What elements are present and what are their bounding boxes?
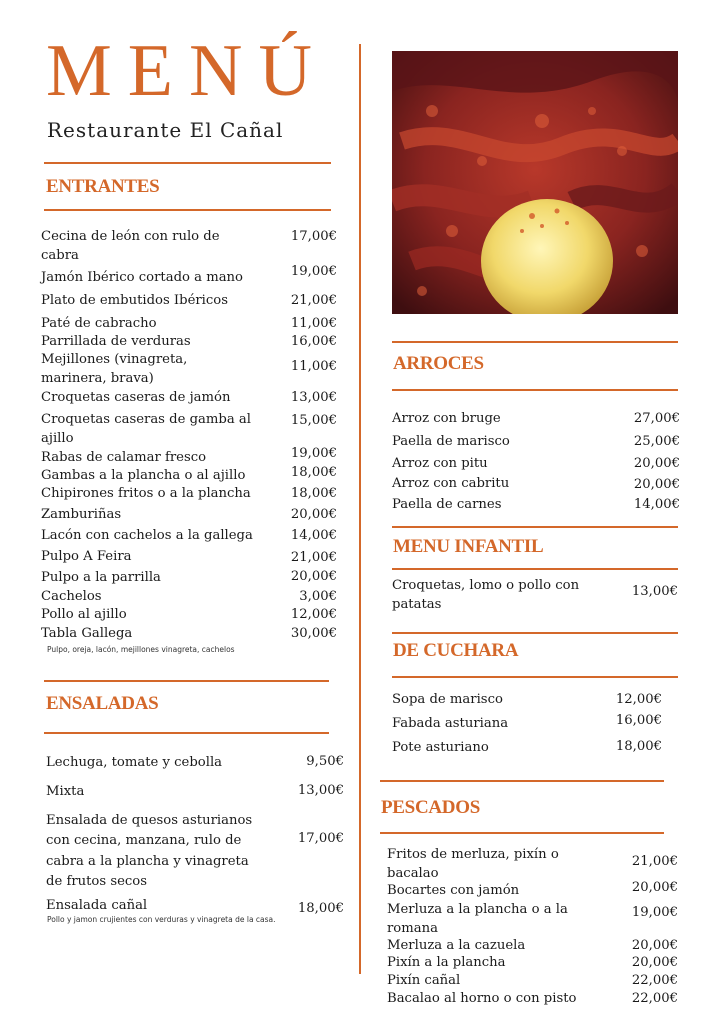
restaurant-name: Restaurante El Cañal [47, 118, 284, 142]
menu-item-name: Lechuga, tomate y cebolla [46, 755, 223, 770]
column-divider [359, 44, 361, 974]
menu-item-name: Zamburiñas [41, 507, 122, 522]
menu-item-name: Tabla Gallega [41, 626, 133, 641]
menu-item-price: 19,00€ [631, 905, 678, 920]
menu-item-name: Fabada asturiana [392, 716, 509, 731]
divider [44, 732, 329, 734]
menu-item-price: 21,00€ [631, 854, 678, 869]
menu-item-price: 22,00€ [631, 973, 678, 988]
menu-item-name: Bacalao al horno o con pisto [387, 991, 577, 1006]
divider [392, 389, 678, 391]
menu-item-name: Pixín a la plancha [387, 955, 506, 970]
divider [392, 341, 678, 343]
menu-item-price: 15,00€ [290, 413, 337, 428]
menu-item-name: Merluza a la plancha o a la romana [387, 902, 568, 936]
menu-item-price: 18,00€ [297, 901, 344, 916]
menu-item-price: 19,00€ [290, 264, 337, 279]
menu-item-price: 12,00€ [290, 607, 337, 622]
menu-item-price: 20,00€ [290, 569, 337, 584]
menu-item-price: 13,00€ [290, 390, 337, 405]
divider [44, 162, 331, 164]
menu-item-name: Croquetas caseras de jamón [41, 390, 231, 405]
menu-item-price: 25,00€ [633, 434, 680, 449]
menu-item-price: 12,00€ [615, 692, 662, 707]
menu-item-name: Paella de carnes [392, 497, 502, 512]
menu-item-name: Mejillones (vinagreta, marinera, brava) [41, 352, 188, 386]
menu-item-price: 19,00€ [290, 446, 337, 461]
section-heading-entrantes: ENTRANTES [46, 176, 160, 197]
menu-item-name: Pollo al ajillo [41, 607, 127, 622]
menu-item-name: Bocartes con jamón [387, 883, 520, 898]
menu-item-price: 11,00€ [290, 359, 337, 374]
divider [44, 680, 329, 682]
menu-item-name: Parrillada de verduras [41, 334, 191, 349]
item-note: Pulpo, oreja, lacón, mejillones vinagreta, cachelos [47, 645, 235, 654]
divider [380, 780, 664, 782]
menu-item-name: Paté de cabracho [41, 316, 157, 331]
divider [44, 209, 331, 211]
menu-item-name: Croquetas caseras de gamba al ajillo [41, 412, 251, 446]
menu-item-name: Arroz con cabritu [392, 476, 510, 491]
menu-item-name: Arroz con bruge [392, 411, 501, 426]
menu-item-name: Arroz con pitu [392, 456, 488, 471]
menu-item-name: Pote asturiano [392, 740, 489, 755]
menu-item-price: 17,00€ [297, 831, 344, 846]
menu-item-price: 20,00€ [631, 955, 678, 970]
menu-item-price: 21,00€ [290, 550, 337, 565]
menu-item-price: 20,00€ [631, 880, 678, 895]
menu-item-name: Cachelos [41, 589, 102, 604]
menu-item-price: 30,00€ [290, 626, 337, 641]
divider [392, 526, 678, 528]
menu-item-price: 18,00€ [615, 739, 662, 754]
menu-item-name: Ensalada de quesos asturianos con cecina, manzana, rulo de cabra a la plancha y vinagreta de frutos secos [46, 813, 253, 889]
section-heading-menu-infantil: MENU INFANTIL [393, 536, 544, 557]
menu-item-price: 13,00€ [631, 584, 678, 599]
menu-item-name: Lacón con cachelos a la gallega [41, 528, 253, 543]
pulpo-a-feira-photo [392, 51, 678, 314]
menu-item-name: Gambas a la plancha o al ajillo [41, 468, 246, 483]
menu-item-price: 11,00€ [290, 316, 337, 331]
menu-item-price: 14,00€ [290, 528, 337, 543]
menu-item-price: 3,00€ [299, 589, 337, 604]
menu-item-name: Pulpo A Feira [41, 549, 132, 564]
menu-item-name: Fritos de merluza, pixín o bacalao [387, 847, 559, 881]
menu-item-name: Croquetas, lomo o pollo con patatas [392, 578, 580, 612]
menu-item-name: Rabas de calamar fresco [41, 450, 207, 465]
menu-item-price: 27,00€ [633, 411, 680, 426]
menu-item-price: 22,00€ [631, 991, 678, 1006]
menu-item-name: Ensalada cañal [46, 898, 148, 913]
menu-item-name: Plato de embutidos Ibéricos [41, 293, 228, 308]
item-note: Pollo y jamon crujientes con verduras y vinagreta de la casa. [47, 915, 276, 924]
menu-item-name: Pixín cañal [387, 973, 461, 988]
menu-item-name: Pulpo a la parrilla [41, 570, 161, 585]
menu-item-price: 16,00€ [290, 334, 337, 349]
divider [380, 832, 664, 834]
menu-item-price: 18,00€ [290, 465, 337, 480]
section-heading-pescados: PESCADOS [381, 797, 480, 818]
menu-item-name: Chipirones fritos o a la plancha [41, 486, 251, 501]
menu-item-price: 16,00€ [615, 713, 662, 728]
food-photo-illustration [392, 51, 678, 314]
menu-item-price: 9,50€ [306, 754, 344, 769]
menu-item-name: Paella de marisco [392, 434, 510, 449]
menu-item-price: 21,00€ [290, 293, 337, 308]
section-heading-arroces: ARROCES [393, 353, 484, 374]
section-heading-de-cuchara: DE CUCHARA [393, 640, 519, 661]
menu-title: MENÚ [46, 30, 328, 112]
menu-item-price: 20,00€ [631, 938, 678, 953]
menu-item-price: 20,00€ [290, 507, 337, 522]
menu-item-price: 13,00€ [297, 783, 344, 798]
divider [392, 676, 678, 678]
menu-item-name: Cecina de león con rulo de cabra [41, 229, 220, 263]
divider [392, 568, 678, 570]
divider [392, 632, 678, 634]
menu-item-name: Sopa de marisco [392, 692, 503, 707]
menu-item-price: 14,00€ [633, 497, 680, 512]
section-heading-ensaladas: ENSALADAS [46, 693, 159, 714]
menu-item-price: 17,00€ [290, 229, 337, 244]
menu-item-name: Mixta [46, 784, 85, 799]
menu-item-price: 18,00€ [290, 486, 337, 501]
menu-item-price: 20,00€ [633, 456, 680, 471]
menu-item-name: Merluza a la cazuela [387, 938, 526, 953]
menu-item-price: 20,00€ [633, 477, 680, 492]
menu-item-name: Jamón Ibérico cortado a mano [41, 270, 243, 285]
